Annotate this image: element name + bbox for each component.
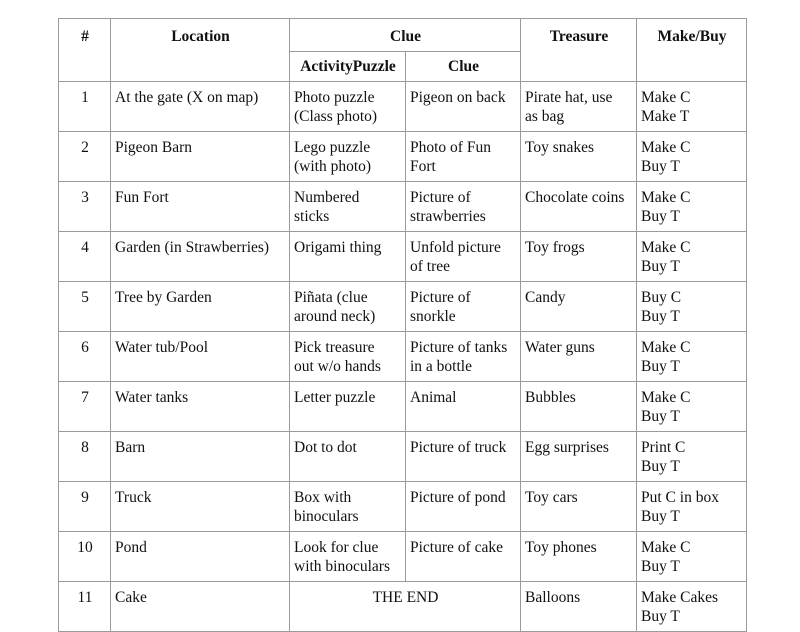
cell-line: around neck) xyxy=(294,308,376,325)
cell-location xyxy=(111,532,290,582)
cell-treasure xyxy=(521,482,637,532)
cell-activity-puzzle xyxy=(290,332,406,382)
cell-line: Pick treasure xyxy=(294,339,375,356)
header-location: Location xyxy=(111,19,290,82)
cell-clue xyxy=(406,132,521,182)
cell-activity-puzzle xyxy=(290,382,406,432)
header-clue-group: Clue xyxy=(290,19,521,52)
treasure-hunt-table xyxy=(58,18,747,632)
cell-treasure: Balloons xyxy=(521,582,637,632)
cell-line: Origami thing xyxy=(294,239,382,256)
cell-line: Make C xyxy=(641,339,691,356)
cell-clue xyxy=(406,432,521,482)
cell-location xyxy=(111,382,290,432)
cell-make-buy xyxy=(637,182,747,232)
cell-line: as bag xyxy=(525,108,565,125)
table-row xyxy=(59,532,747,582)
cell-line: of tree xyxy=(410,258,451,275)
cell-num: 3 xyxy=(59,182,111,232)
cell-line: Make T xyxy=(641,108,690,125)
cell-clue xyxy=(406,82,521,132)
cell-line: Buy C xyxy=(641,289,682,306)
header-activity-puzzle: ActivityPuzzle xyxy=(290,52,406,82)
cell-clue xyxy=(406,282,521,332)
cell-treasure xyxy=(521,82,637,132)
cell-line: Picture of xyxy=(410,189,471,206)
header-treasure: Treasure xyxy=(521,19,637,82)
cell-line: Barn xyxy=(115,439,146,456)
cell-line: (with photo) xyxy=(294,158,372,175)
cell-treasure xyxy=(521,332,637,382)
cell-make-buy xyxy=(637,232,747,282)
cell-activity-puzzle xyxy=(290,82,406,132)
cell-line: Buy T xyxy=(641,208,680,225)
cell-make-buy xyxy=(637,482,747,532)
table-row xyxy=(59,182,747,232)
cell-line: Photo of Fun xyxy=(410,139,491,156)
cell-clue xyxy=(406,532,521,582)
cell-treasure xyxy=(521,182,637,232)
cell-num: 9 xyxy=(59,482,111,532)
cell-activity-puzzle xyxy=(290,182,406,232)
cell-line: Buy T xyxy=(641,508,680,525)
header-make-buy: Make/Buy xyxy=(637,19,747,82)
cell-num: 5 xyxy=(59,282,111,332)
cell-line: Water tub/Pool xyxy=(115,339,209,356)
cell-line: Make C xyxy=(641,189,691,206)
cell-num: 7 xyxy=(59,382,111,432)
cell-num: 6 xyxy=(59,332,111,382)
cell-clue xyxy=(406,182,521,232)
cell-line: Put C in box xyxy=(641,489,719,506)
cell-line: Look for clue xyxy=(294,539,379,556)
cell-num: 2 xyxy=(59,132,111,182)
cell-line: Water guns xyxy=(525,339,595,356)
cell-line: Buy T xyxy=(641,608,680,625)
cell-location xyxy=(111,182,290,232)
cell-line: Toy snakes xyxy=(525,139,595,156)
cell-activity-puzzle xyxy=(290,432,406,482)
cell-line: Picture of cake xyxy=(410,539,503,556)
cell-activity-puzzle xyxy=(290,282,406,332)
cell-line: Box with xyxy=(294,489,352,506)
cell-line: Piñata (clue xyxy=(294,289,368,306)
cell-num: 8 xyxy=(59,432,111,482)
table-row xyxy=(59,282,747,332)
table-header xyxy=(59,19,747,82)
cell-line: Chocolate coins xyxy=(525,189,625,206)
table-row-last xyxy=(59,582,747,632)
cell-line: snorkle xyxy=(410,308,456,325)
cell-line: sticks xyxy=(294,208,330,225)
cell-line: Garden (in Strawberries) xyxy=(115,239,270,256)
cell-line: in a bottle xyxy=(410,358,472,375)
cell-line: Print C xyxy=(641,439,686,456)
cell-make-buy xyxy=(637,132,747,182)
cell-line: Make C xyxy=(641,89,691,106)
cell-line: Pigeon Barn xyxy=(115,139,193,156)
header-clue: Clue xyxy=(406,52,521,82)
cell-num: 10 xyxy=(59,532,111,582)
cell-line: Make C xyxy=(641,139,691,156)
table-row xyxy=(59,232,747,282)
cell-activity-puzzle xyxy=(290,132,406,182)
cell-line: Buy T xyxy=(641,358,680,375)
cell-line: Buy T xyxy=(641,158,680,175)
table-row xyxy=(59,332,747,382)
cell-make-buy xyxy=(637,532,747,582)
cell-location: Cake xyxy=(111,582,290,632)
cell-line: Candy xyxy=(525,289,566,306)
cell-line: Buy T xyxy=(641,258,680,275)
cell-line: Picture of truck xyxy=(410,439,507,456)
cell-line: Pond xyxy=(115,539,147,556)
cell-num: 11 xyxy=(59,582,111,632)
cell-line: At the gate (X on map) xyxy=(115,89,259,106)
cell-line: Photo puzzle xyxy=(294,89,375,106)
cell-line: Make C xyxy=(641,239,691,256)
cell-line: Water tanks xyxy=(115,389,189,406)
cell-line: Tree by Garden xyxy=(115,289,212,306)
cell-clue xyxy=(406,382,521,432)
cell-line: Fun Fort xyxy=(115,189,169,206)
cell-line: strawberries xyxy=(410,208,486,225)
cell-line: Buy T xyxy=(641,308,680,325)
cell-location xyxy=(111,432,290,482)
cell-clue xyxy=(406,482,521,532)
cell-line: Animal xyxy=(410,389,457,406)
cell-treasure xyxy=(521,232,637,282)
cell-line: Letter puzzle xyxy=(294,389,376,406)
cell-line: binoculars xyxy=(294,508,359,525)
cell-line: Pirate hat, use xyxy=(525,89,613,106)
cell-activity-puzzle xyxy=(290,482,406,532)
cell-location xyxy=(111,332,290,382)
table-row xyxy=(59,382,747,432)
cell-line: with binoculars xyxy=(294,558,390,575)
cell-treasure xyxy=(521,532,637,582)
cell-location xyxy=(111,82,290,132)
table-row xyxy=(59,132,747,182)
cell-line: Lego puzzle xyxy=(294,139,371,156)
cell-make-buy xyxy=(637,432,747,482)
cell-line: Toy cars xyxy=(525,489,578,506)
cell-line: out w/o hands xyxy=(294,358,381,375)
cell-line: Make Cakes xyxy=(641,589,719,606)
table-row xyxy=(59,432,747,482)
cell-treasure xyxy=(521,382,637,432)
cell-line: Buy T xyxy=(641,558,680,575)
cell-line: Picture of tanks xyxy=(410,339,508,356)
cell-treasure xyxy=(521,282,637,332)
cell-activity-puzzle xyxy=(290,232,406,282)
cell-make-buy xyxy=(637,332,747,382)
cell-line: (Class photo) xyxy=(294,108,378,125)
header-num: # xyxy=(59,19,111,82)
cell-line: Numbered xyxy=(294,189,360,206)
cell-make-buy xyxy=(637,382,747,432)
cell-line: Egg surprises xyxy=(525,439,609,456)
cell-treasure xyxy=(521,132,637,182)
cell-location xyxy=(111,132,290,182)
cell-line: Make C xyxy=(641,389,691,406)
cell-make-buy xyxy=(637,282,747,332)
cell-line: Bubbles xyxy=(525,389,576,406)
cell-line: Picture of pond xyxy=(410,489,506,506)
cell-num: 4 xyxy=(59,232,111,282)
cell-line: Fort xyxy=(410,158,436,175)
cell-line: Buy T xyxy=(641,408,680,425)
cell-line: Truck xyxy=(115,489,152,506)
cell-line: Toy phones xyxy=(525,539,597,556)
table-body xyxy=(59,82,747,632)
cell-line: Buy T xyxy=(641,458,680,475)
cell-line: Unfold picture xyxy=(410,239,501,256)
cell-make-buy xyxy=(637,582,747,632)
cell-line: Toy frogs xyxy=(525,239,585,256)
cell-line: Picture of xyxy=(410,289,471,306)
cell-activity-puzzle xyxy=(290,532,406,582)
cell-line: Make C xyxy=(641,539,691,556)
cell-location xyxy=(111,282,290,332)
cell-line: Dot to dot xyxy=(294,439,357,456)
cell-location xyxy=(111,482,290,532)
table-row xyxy=(59,82,747,132)
cell-make-buy xyxy=(637,82,747,132)
table-row xyxy=(59,482,747,532)
cell-num: 1 xyxy=(59,82,111,132)
cell-clue xyxy=(406,232,521,282)
cell-location xyxy=(111,232,290,282)
cell-clue-merged: THE END xyxy=(290,582,521,632)
cell-line: Pigeon on back xyxy=(410,89,506,106)
cell-treasure xyxy=(521,432,637,482)
cell-clue xyxy=(406,332,521,382)
